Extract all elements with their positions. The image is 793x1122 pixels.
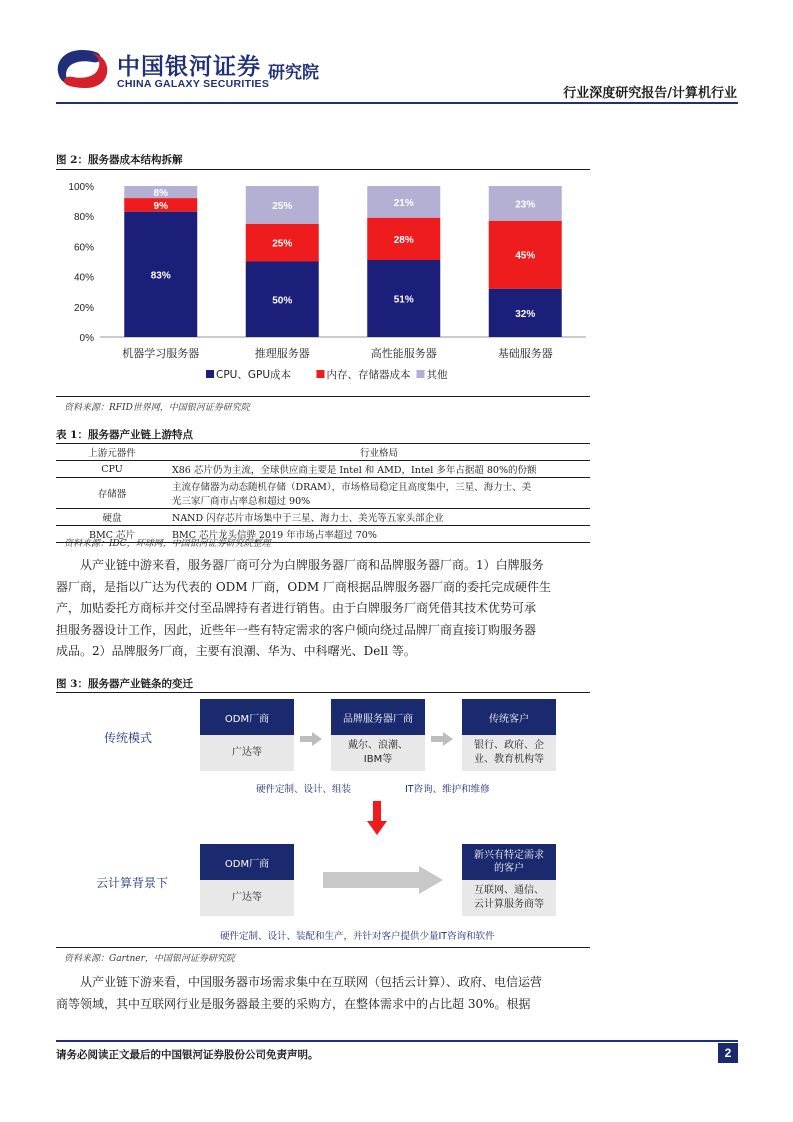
data-label: 28% (393, 234, 414, 246)
table-cell-text: BMC 芯片龙头信骅 2019 年市场占率超过 70% (172, 530, 377, 541)
y-tick-label: 60% (73, 242, 94, 254)
table-header-desc: 行业格局 (359, 448, 398, 459)
new-customer-header-line: 新兴有特定需求 (474, 850, 544, 861)
paragraph-line: 担服务器设计工作，因此，近些年一些有特定需求的客户倾向绕过品牌厂商直接订购服务器 (56, 622, 537, 637)
table-header-component: 上游元器件 (88, 448, 136, 459)
cloud-odm-box-header: ODM厂商 (200, 844, 294, 880)
legend-label: CPU、GPU成本 (216, 369, 292, 381)
institute-name: 研究院 (268, 63, 319, 83)
brand-box-body (331, 735, 425, 771)
cost-structure-chart (56, 172, 590, 394)
body-paragraph-downstream (56, 972, 738, 1015)
arrow-right-icon (431, 731, 453, 750)
figure3-top-rule (56, 692, 590, 693)
figure3-title: 图 3：服务器产业链条的变迁 (56, 678, 193, 690)
brand-body-line: IBM等 (363, 754, 393, 765)
y-tick-label: 0% (79, 333, 94, 344)
paragraph-line: 从产业链下游来看，中国服务器市场需求集中在互联网（包括云计算）、政府、电信运营 (80, 975, 543, 989)
paragraph-line: 器厂商，是指以广达为代表的 ODM 厂商，ODM 厂商根据品牌服务器厂商的委托完成硬件生 (56, 579, 551, 594)
traditional-mode-label: 传统模式 (104, 731, 153, 745)
table-cell-text: X86 芯片仍为主流，全球供应商主要是 Intel 和 AMD，Intel 多年占据超 80%的份额 (172, 465, 537, 476)
legend-label: 内存、存储器成本 (326, 369, 411, 381)
data-label: 25% (272, 200, 293, 212)
cloud-odm-box-body: 广达等 (200, 880, 294, 916)
category-label: 推理服务器 (254, 347, 310, 360)
report-type: 行业深度研究报告/计算机行业 (563, 86, 737, 101)
odm-box-header: ODM厂商 (200, 699, 294, 735)
galaxy-logo-icon (52, 44, 112, 94)
logo (52, 44, 112, 94)
upstream-table (56, 444, 590, 543)
new-customer-box-body (462, 880, 556, 916)
table-cell-desc (168, 509, 590, 526)
y-tick-label: 80% (73, 212, 94, 224)
data-label: 51% (393, 294, 414, 306)
figure3-source: 资料来源：Gartner，中国银河证券研究院 (64, 954, 235, 964)
table-row (56, 478, 590, 509)
legend-swatch (206, 370, 214, 378)
category-label: 机器学习服务器 (122, 347, 200, 360)
table-cell-text: 主流存储器为动态随机存储（DRAM），市场格局稳定且高度集中，三星、海力士、美 (172, 482, 532, 493)
table-cell-component: CPU (101, 463, 123, 475)
legend-swatch (317, 370, 325, 378)
data-label: 50% (272, 295, 293, 307)
figure2-top-rule (56, 169, 590, 170)
new-customer-header-line: 的客户 (494, 863, 524, 874)
data-label: 45% (515, 250, 536, 262)
paragraph-line: 成品。2）品牌服务厂商，主要有浪潮、华为、中科曙光、Dell 等。 (56, 644, 416, 658)
data-label: 83% (150, 270, 171, 282)
data-label: 23% (515, 199, 536, 211)
data-label: 21% (393, 197, 414, 209)
customer-box-body (462, 735, 556, 771)
cloud-note: 硬件定制、设计、装配和生产，并针对客户提供少量IT咨询和软件 (220, 931, 495, 942)
paragraph-line: 产，加贴委托方商标并交付至品牌持有者进行销售。由于白牌服务厂商凭借其技术优势可承 (56, 601, 537, 615)
y-tick-label: 20% (73, 302, 94, 314)
header-rule (56, 102, 738, 104)
customer-box-header: 传统客户 (462, 699, 556, 735)
footer-disclaimer: 请务必阅读正文最后的中国银河证券股份公司免责声明。 (56, 1049, 319, 1061)
table-cell-component: 硬盘 (102, 513, 122, 524)
category-label: 高性能服务器 (370, 347, 437, 360)
table1-source: 资料来源：IDC，环球网，中国银河证券研究院整理 (64, 539, 271, 549)
figure2-source: 资料来源：RFID世界网，中国银河证券研究院 (64, 403, 250, 413)
table-cell-text: 光三家厂商市占率总和超过 90% (172, 496, 311, 507)
customer-body-line: 银行、政府、企 (474, 740, 544, 751)
arrow-down-icon (367, 801, 387, 839)
arrow-right-icon (300, 731, 322, 750)
figure3-bottom-rule (56, 947, 590, 948)
customer-body-line: 业、教育机构等 (474, 754, 544, 765)
table-row (56, 509, 590, 526)
odm-box-body: 广达等 (200, 735, 294, 771)
table-cell-desc (168, 478, 590, 509)
paragraph-line: 从产业链中游来看，服务器厂商可分为白牌服务器厂商和品牌服务器厂商。1）白牌服务 (80, 558, 544, 572)
new-customer-body-line: 云计算服务商等 (474, 899, 544, 910)
table-cell-desc (168, 461, 590, 478)
data-label: 25% (272, 238, 293, 250)
cloud-mode-label: 云计算背景下 (96, 876, 169, 890)
brand-box-header: 品牌服务器厂商 (331, 699, 425, 735)
table-cell-component: BMC 芯片 (89, 530, 135, 541)
new-customer-box-header (462, 844, 556, 880)
brand-body-line: 戴尔、浪潮、 (348, 740, 408, 751)
table-cell-component: 存储器 (97, 489, 127, 500)
paragraph-line: 商等领域，其中互联网行业是服务器最主要的采购方，在整体需求中的占比超 30%。根据 (56, 996, 531, 1011)
y-tick-label: 100% (68, 182, 94, 193)
big-arrow-right-icon (323, 866, 443, 898)
logo-english-name: CHINA GALAXY SECURITIES (117, 78, 270, 90)
new-customer-body-line: 互联网、通信、 (474, 885, 544, 896)
traditional-note-right: IT咨询、维护和维修 (405, 784, 490, 795)
table-cell-text: NAND 闪存芯片市场集中于三星、海力士、美光等五家头部企业 (172, 513, 444, 524)
figure2-bottom-rule (56, 396, 590, 397)
traditional-note-left: 硬件定制、设计、组装 (256, 784, 352, 795)
category-label: 基础服务器 (497, 347, 553, 360)
legend-label: 其他 (426, 369, 448, 381)
footer-rule (56, 1040, 738, 1042)
page-number: 2 (718, 1043, 738, 1063)
y-tick-label: 40% (73, 272, 94, 284)
data-label: 32% (515, 308, 536, 320)
table1-title: 表 1：服务器产业链上游特点 (56, 429, 193, 441)
legend-swatch (417, 370, 425, 378)
figure2-title: 图 2：服务器成本结构拆解 (56, 154, 183, 166)
data-label: 8% (153, 188, 168, 200)
data-label: 9% (153, 200, 168, 212)
logo-chinese-name: 中国银河证券 (117, 54, 261, 80)
body-paragraph-midstream (56, 555, 738, 663)
table-row (56, 461, 590, 478)
